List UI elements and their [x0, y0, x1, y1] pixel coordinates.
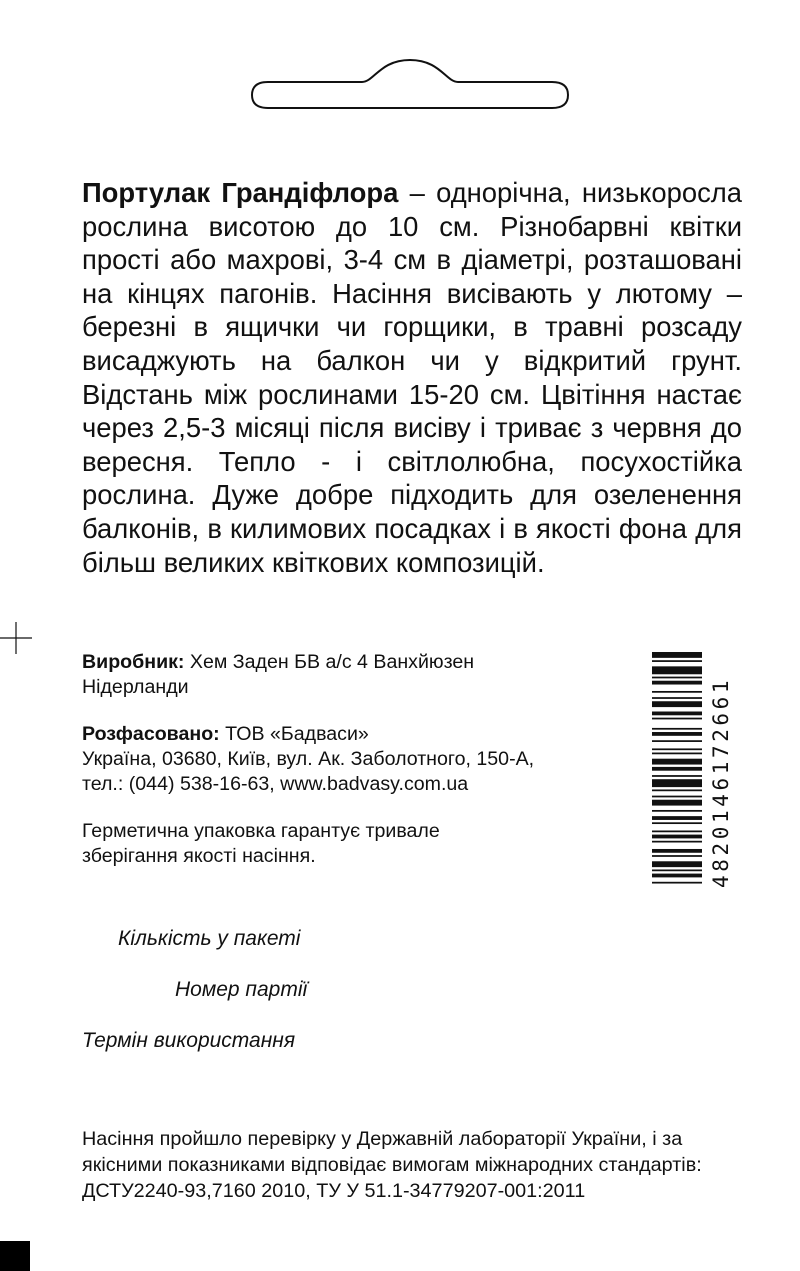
- certification-line-1: Насіння пройшло перевірку у Державній лабораторії України, і за: [82, 1128, 683, 1150]
- barcode-digits: 4820146172661: [709, 676, 733, 888]
- certification-note: [82, 1126, 762, 1204]
- description-text: – однорічна, низькоросла рослина висотою до 10 см. Різнобарвні квітки прості або махрові, 3-4 см в діаметрі, розташовані на кінцях пагонів. Насіння висівають у лютому – березні в ящички чи горщики, в травні розсаду висаджують на балкон чи у відкритий грунт. Відстань між рослинами 15-20 см. Цвітіння настає через 2,5-3 місяці після висіву і триває з червня до вересня. Тепло - і світлолюбна, посухостійка рослина. Дуже добре підходить для озеленення балконів, в килимових посадках і в якості фона для більш великих квіткових композицій.: [82, 177, 742, 578]
- barcode-bar: [652, 779, 702, 787]
- certification-line-3: ДСТУ2240-93,7160 2010, ТУ У 51.1-34779207-001:2011: [82, 1180, 586, 1202]
- barcode-bar: [652, 740, 702, 742]
- barcode-bar: [652, 882, 702, 884]
- barcode-bar: [652, 691, 702, 693]
- product-description: [82, 176, 742, 579]
- barcode-bar: [652, 660, 702, 662]
- barcode-bar: [652, 666, 702, 674]
- barcode-bar: [652, 831, 702, 833]
- packer-contacts: тел.: (044) 538-16-63, www.badvasy.com.ua: [82, 773, 469, 795]
- barcode-bar: [652, 701, 702, 707]
- barcode-bar: [652, 869, 702, 871]
- barcode-bar: [652, 810, 702, 812]
- barcode-bar: [652, 728, 702, 730]
- certification-line-2: якісними показниками відповідає вимогам міжнародних стандартів:: [82, 1154, 702, 1176]
- producer-value: Хем Заден БВ а/с 4 Ванхйюзен: [184, 651, 475, 673]
- barcode-bar: [652, 677, 702, 679]
- barcode-bar: [652, 748, 702, 750]
- barcode-bar: [652, 816, 702, 820]
- packer-value: ТОВ «Бадваси»: [219, 723, 369, 745]
- barcode-bar: [652, 861, 702, 867]
- product-title: Портулак Грандіфлора: [82, 177, 399, 208]
- barcode-bar: [652, 855, 702, 857]
- term-field-label: Термін використання: [82, 1029, 296, 1052]
- barcode-bar: [652, 849, 702, 853]
- packer-block: [82, 722, 622, 797]
- barcode-bar: [652, 775, 702, 777]
- producer-country: Нідерланди: [82, 676, 189, 698]
- sealed-note-line-1: Герметична упаковка гарантує тривале: [82, 820, 440, 842]
- barcode-bar: [652, 841, 702, 843]
- barcode-bar: [652, 681, 702, 685]
- crop-mark-icon: [0, 622, 40, 662]
- barcode-bar: [652, 759, 702, 765]
- hang-hole-outline: [250, 50, 570, 120]
- packer-address: Україна, 03680, Київ, вул. Ак. Заболотного, 150-А,: [82, 748, 535, 770]
- barcode-bar: [652, 697, 702, 699]
- barcode-bar: [652, 767, 702, 771]
- barcode-bar: [652, 652, 702, 658]
- quantity-field-label: Кількість у пакеті: [118, 927, 301, 950]
- barcode-bar: [652, 822, 702, 824]
- producer-block: [82, 650, 622, 700]
- barcode-bar: [652, 789, 702, 791]
- packer-label: Розфасовано:: [82, 723, 220, 745]
- barcode-bar: [652, 712, 702, 716]
- registration-block: [0, 1241, 30, 1271]
- sealed-note-line-2: зберігання якості насіння.: [82, 845, 316, 867]
- sealed-note: [82, 819, 622, 869]
- barcode-bar: [652, 835, 702, 839]
- batch-field-label: Номер партії: [175, 978, 308, 1001]
- barcode-bar: [652, 732, 702, 736]
- barcode-bar: [652, 796, 702, 798]
- barcode-bar: [652, 874, 702, 878]
- producer-label: Виробник:: [82, 651, 185, 673]
- barcode-bar: [652, 718, 702, 720]
- barcode-bar: [652, 753, 702, 755]
- barcode-bar: [652, 800, 702, 806]
